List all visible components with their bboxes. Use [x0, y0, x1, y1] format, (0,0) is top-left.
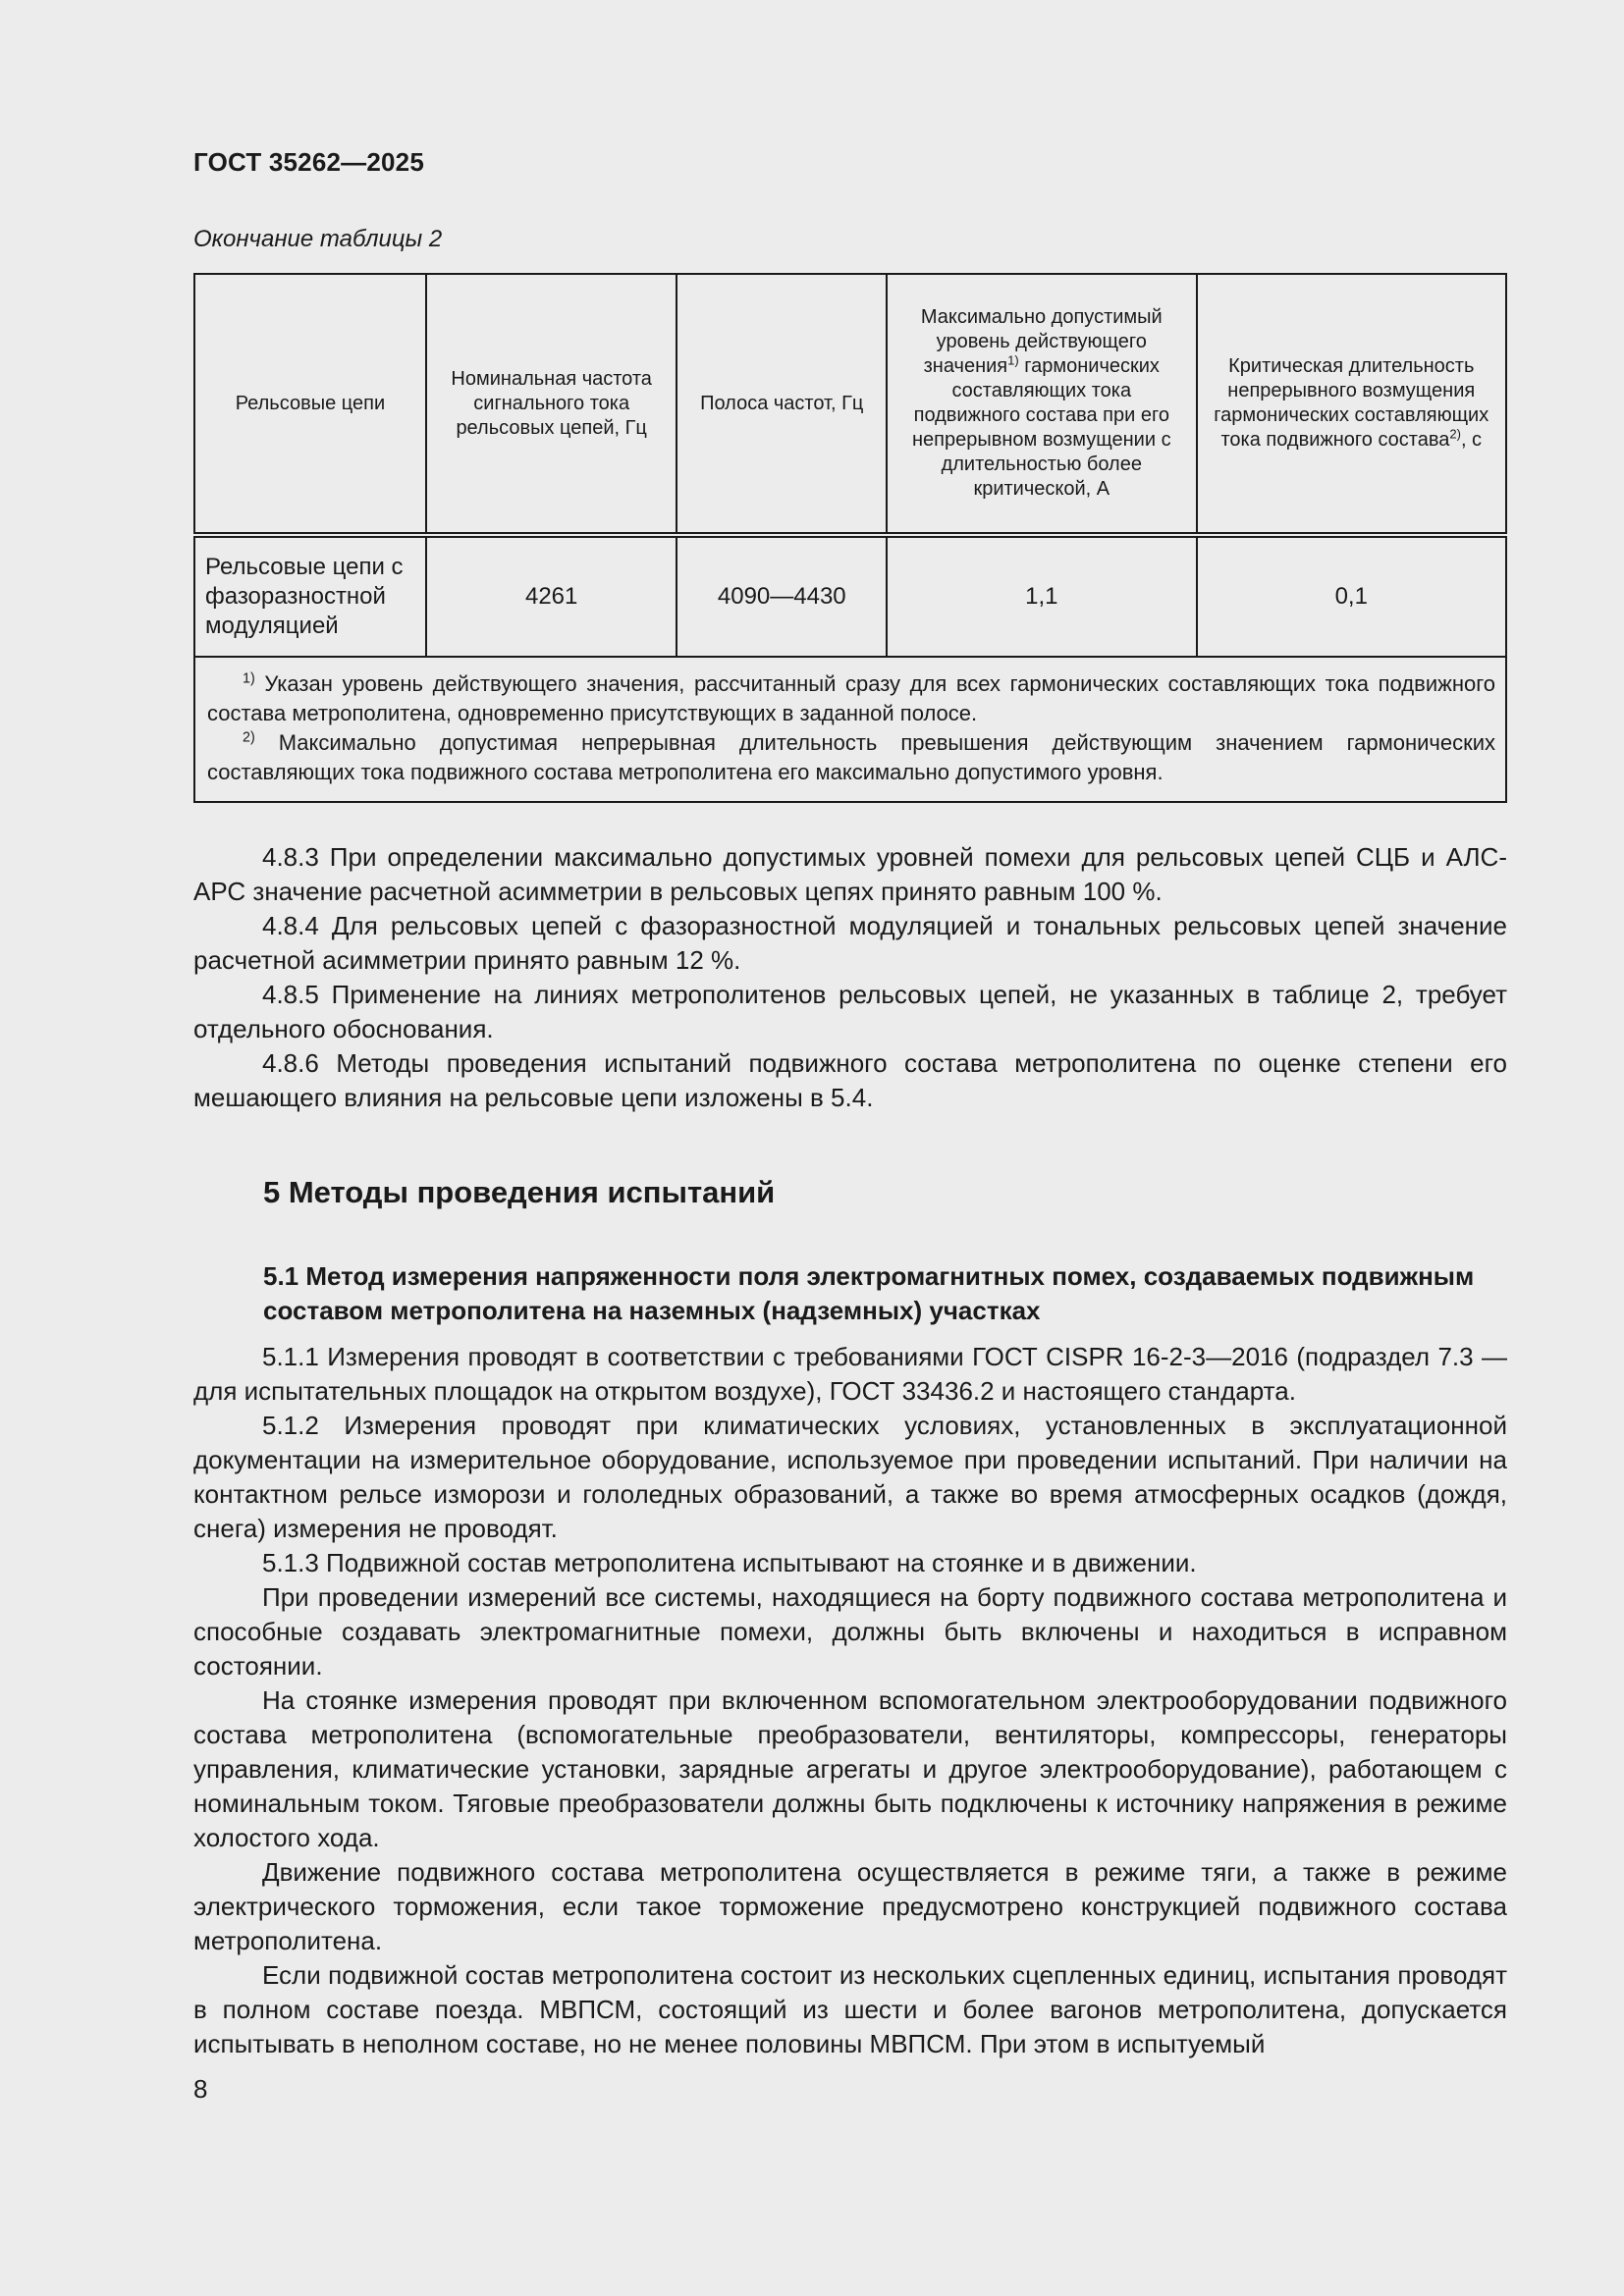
- table-notes-row: [194, 657, 1506, 802]
- cell-max-level: 1,1: [887, 535, 1196, 657]
- header-frequency-band: Полоса частот, Гц: [677, 274, 887, 535]
- paragraph-systems-on: При проведении измерений все системы, находящиеся на борту подвижного состава метрополитена и способные создавать электромагнитные помехи, должны быть включены и находиться в исправном состоянии.: [193, 1582, 1507, 1681]
- subsection-5-1-heading: 5.1 Метод измерения напряженности поля электромагнитных помех, создаваемых подвижным составом метрополитена на наземных (надземных) участках: [263, 1261, 1475, 1325]
- page-number: 8: [193, 2074, 208, 2104]
- table-notes: [194, 657, 1506, 802]
- paragraph-4-8-4: 4.8.4 Для рельсовых цепей с фазоразностной модуляцией и тональных рельсовых цепей значение расчетной асимметрии принято равным 12 %.: [193, 911, 1507, 975]
- paragraph-4-8-3: 4.8.3 При определении максимально допустимых уровней помехи для рельсовых цепей СЦБ и АЛС-АРС значение расчетной асимметрии в рельсовых цепях принято равным 100 %.: [193, 842, 1507, 906]
- paragraph-5-1-3: 5.1.3 Подвижной состав метрополитена испытывают на стоянке и в движении.: [262, 1548, 1197, 1577]
- header-max-level: Максимально допустимый уровень действующего значения$^{1)}$ гармонических составляющих тока подвижного состава при его непрерывном возмущении с длительностью более критической, А: [887, 274, 1196, 535]
- section-5-1-text: [193, 1340, 1507, 2061]
- cell-critical-duration: 0,1: [1197, 535, 1506, 657]
- header-critical-duration: Критическая длительность непрерывного возмущения гармонических составляющих тока подвижного состава$^{2)}$, с: [1197, 274, 1506, 535]
- paragraph-4-8-6: 4.8.6 Методы проведения испытаний подвижного состава метрополитена по оценке степени его мешающего влияния на рельсовые цепи изложены в 5.4.: [193, 1048, 1507, 1112]
- cell-rail-circuit-type: Рельсовые цепи с фазоразностной модуляцией: [194, 535, 426, 657]
- paragraph-coupled-units: Если подвижной состав метрополитена состоит из нескольких сцепленных единиц, испытания проводят в полном составе поезда. МВПСМ, состоящий из шести и более вагонов метрополитена, допускается испытывать в неполном составе, но не менее половины МВПСМ. При этом в испытуемый: [193, 1960, 1507, 2058]
- clause-4-8-text: [193, 840, 1507, 1115]
- paragraph-motion-modes: Движение подвижного состава метрополитена осуществляется в режиме тяги, а также в режиме электрического торможения, если такое торможение предусмотрено конструкцией подвижного состава метрополитена.: [193, 1857, 1507, 1955]
- paragraph-5-1-2: 5.1.2 Измерения проводят при климатических условиях, установленных в эксплуатационной документации на измерительное оборудование, используемое при проведении испытаний. При наличии на контактном рельсе изморози и гололедных образований, а также во время атмосферных осадков (дождя, снега) измерения не проводят.: [193, 1411, 1507, 1543]
- table-row: [194, 535, 1506, 657]
- document-id: ГОСТ 35262—2025: [193, 147, 424, 177]
- cell-nominal-frequency: 4261: [426, 535, 677, 657]
- table-caption: Окончание таблицы 2: [193, 226, 443, 252]
- cell-frequency-band: 4090—4430: [677, 535, 887, 657]
- section-5-heading: 5 Методы проведения испытаний: [263, 1175, 776, 1209]
- table-note-2: $^{2)}$ Максимально допустимая непрерывная длительность превышения действующим значением гармонических составляющих тока подвижного состава метрополитена его максимально допустимого уровня.: [207, 729, 1495, 784]
- header-rail-circuits: Рельсовые цепи: [194, 274, 426, 535]
- table-note-1: $^{1)}$ Указан уровень действующего значения, рассчитанный сразу для всех гармонических составляющих тока подвижного состава метрополитена, одновременно присутствующих в заданной полосе.: [207, 670, 1495, 725]
- table-header-row: [194, 274, 1506, 535]
- paragraph-4-8-5: 4.8.5 Применение на линиях метрополитенов рельсовых цепей, не указанных в таблице 2, требует отдельного обоснования.: [193, 980, 1507, 1043]
- paragraph-5-1-1: 5.1.1 Измерения проводят в соответствии с требованиями ГОСТ CISPR 16-2-3—2016 (подраздел 7.3 — для испытательных площадок на открытом воздухе), ГОСТ 33436.2 и настоящего стандарта.: [193, 1342, 1507, 1406]
- header-nominal-frequency: Номинальная частота сигнального тока рельсовых цепей, Гц: [426, 274, 677, 535]
- paragraph-parking-measurements: На стоянке измерения проводят при включенном вспомогательном электрооборудовании подвижного состава метрополитена (вспомогательные преобразователи, вентиляторы, компрессоры, генераторы управления, климатические установки, зарядные агрегаты и другое электрооборудование), работающем с номинальным током. Тяговые преобразователи должны быть подключены к источнику напряжения в режиме холостого хода.: [193, 1685, 1507, 1852]
- rail-circuits-table: [193, 273, 1507, 803]
